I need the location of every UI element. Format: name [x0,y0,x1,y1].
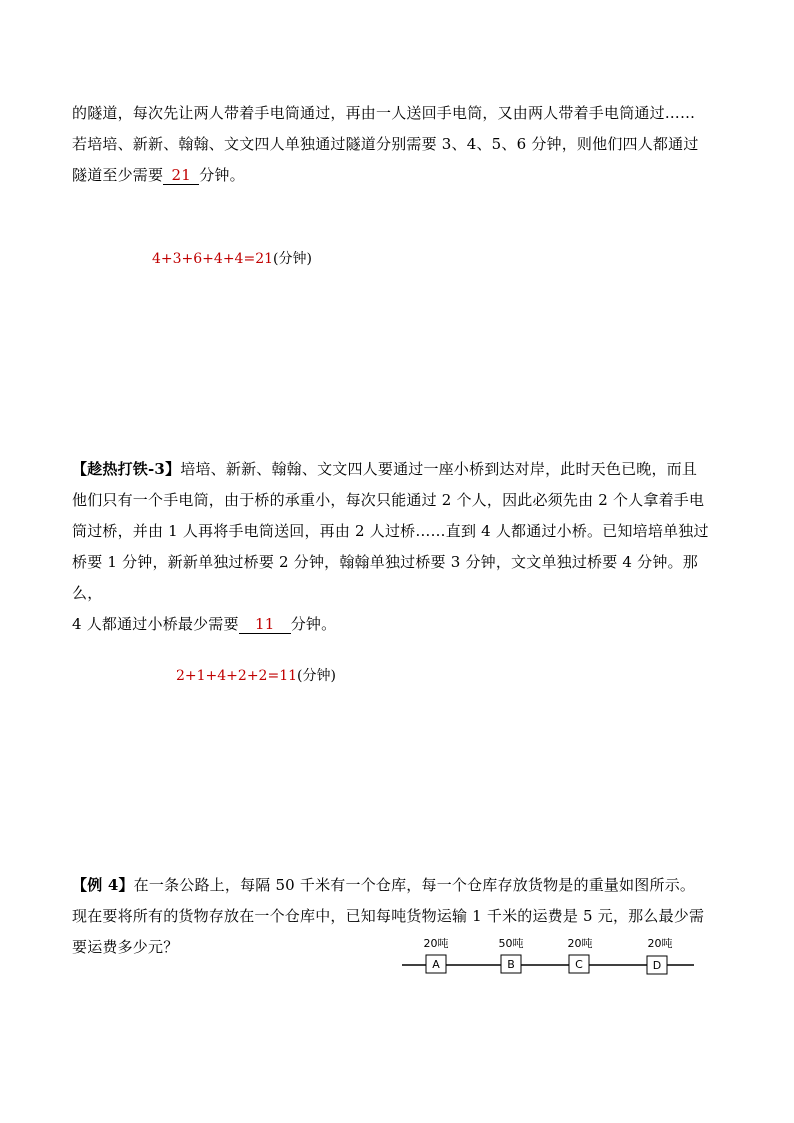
warehouse-diagram [398,932,698,982]
example-4-line-2: 现在要将所有的货物存放在一个仓库中，已知每吨货物运输 1 千米的运费是 5 元，那么最少需 [72,907,705,925]
example-4-line-1: 【例 4】在一条公路上，每隔 50 千米有一个仓库，每一个仓库存放货物是的重量如图所示。 [72,876,696,894]
warehouse-b-weight: 50吨 [498,937,524,950]
problem-2-line-5: 4 人都通过小桥最少需要 11 分钟。 [72,615,337,633]
warehouse-a-label: A [432,958,440,971]
problem-2-line-2: 他们只有一个手电筒，由于桥的承重小，每次只能通过 2 个人，因此必须先由 2 个人拿着手电 [72,491,705,509]
problem-1-line-1: 的隧道，每次先让两人带着手电筒通过，再由一人送回手电筒，又由两人带着手电筒通过…… [72,104,696,122]
section-label-2: 【例 4】 [72,876,134,894]
problem-2-line-3: 筒过桥，并由 1 人再将手电筒送回，再由 2 人过桥……直到 4 人都通过小桥。已知培培单独过 [72,522,709,540]
answer-blank-1: 21 [163,166,199,185]
warehouse-c-weight: 20吨 [567,937,593,950]
problem-1-text [72,98,724,191]
solution-formula-1: 4+3+6+4+4=21(分钟) [152,251,312,267]
warehouse-d-weight: 20吨 [647,937,673,950]
warehouse-d-label: D [652,959,662,972]
section-label-1: 【趁热打铁-3】 [72,460,181,478]
problem-2-text [72,454,724,640]
warehouse-a [424,936,449,973]
problem-2-line-1: 【趁热打铁-3】培培、新新、翰翰、文文四人要通过一座小桥到达对岸，此时天色已晚，而且 [72,460,698,478]
problem-1-line-2: 若培培、新新、翰翰、文文四人单独通过隧道分别需要 3、4、5、6 分钟，则他们四人都通过 [72,135,699,153]
solution-formula-2: 2+1+4+2+2=11(分钟) [176,668,336,684]
warehouse-b [499,936,524,973]
answer-blank-2: 11 [239,615,291,634]
warehouse-b-label: B [507,958,515,971]
warehouse-c-label: C [575,958,583,971]
warehouse-c [568,936,593,973]
warehouse-d [647,936,673,974]
problem-2-line-4: 桥要 1 分钟，新新单独过桥要 2 分钟，翰翰单独过桥要 3 分钟，文文单独过桥要 4 分钟。那么， [72,553,698,602]
example-4-line-3: 要运费多少元？ [72,938,179,956]
problem-1-line-3: 隧道至少需要 21 分钟。 [72,166,245,184]
warehouse-a-weight: 20吨 [423,937,449,950]
